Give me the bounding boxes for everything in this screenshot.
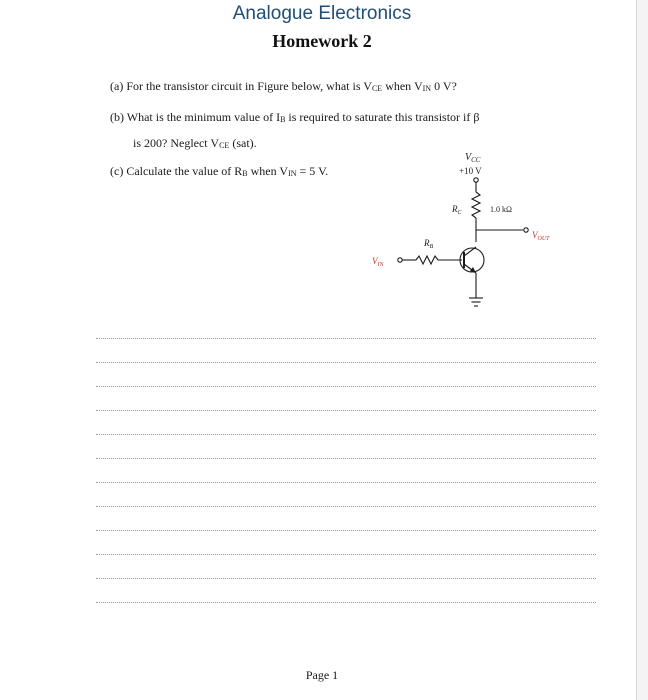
vout-terminal — [524, 228, 528, 232]
rc-value-label: 1.0 kΩ — [490, 205, 512, 214]
answer-line[interactable] — [96, 506, 596, 507]
answer-line[interactable] — [96, 554, 596, 555]
page-number: Page 1 — [305, 668, 339, 682]
question-c: (c) Calculate the value of $R_B$ when $V_{IN} = 5$ V. — [110, 164, 329, 178]
transistor-circuit-diagram — [360, 148, 600, 323]
answer-line[interactable] — [96, 434, 596, 435]
vin-terminal — [398, 258, 402, 262]
supply-voltage-label: +10 V — [459, 166, 482, 176]
vcc-terminal — [474, 178, 478, 182]
rc-label: $R_C$ — [452, 204, 462, 216]
answer-line[interactable] — [96, 530, 596, 531]
question-a: (a) For the transistor circuit in Figure below, what is $V_{CE}$ when $V_{IN}$ 0 V? — [110, 79, 457, 93]
answer-line[interactable] — [96, 362, 596, 363]
answer-line[interactable] — [96, 386, 596, 387]
document-title: Analogue Electronics — [232, 3, 412, 24]
page-edge — [636, 0, 648, 700]
vout-label: $V_{OUT}$ — [532, 230, 550, 242]
rc-resistor — [472, 192, 480, 218]
answer-line[interactable] — [96, 482, 596, 483]
rb-resistor — [416, 256, 438, 264]
answer-line[interactable] — [96, 410, 596, 411]
answer-line[interactable] — [96, 458, 596, 459]
answer-line[interactable] — [96, 602, 596, 603]
answer-line[interactable] — [96, 578, 596, 579]
question-b: (b) What is the minimum value of $I_B$ is required to saturate this transistor if β is 200? Neglect $V_{CE}$ (sat). — [110, 110, 480, 150]
document-subtitle: Homework 2 — [272, 31, 372, 51]
vin-label: $V_{IN}$ — [372, 256, 384, 268]
vcc-label: $V_{CC}$ — [465, 152, 481, 164]
rb-label: $R_B$ — [424, 238, 434, 250]
answer-line[interactable] — [96, 338, 596, 339]
